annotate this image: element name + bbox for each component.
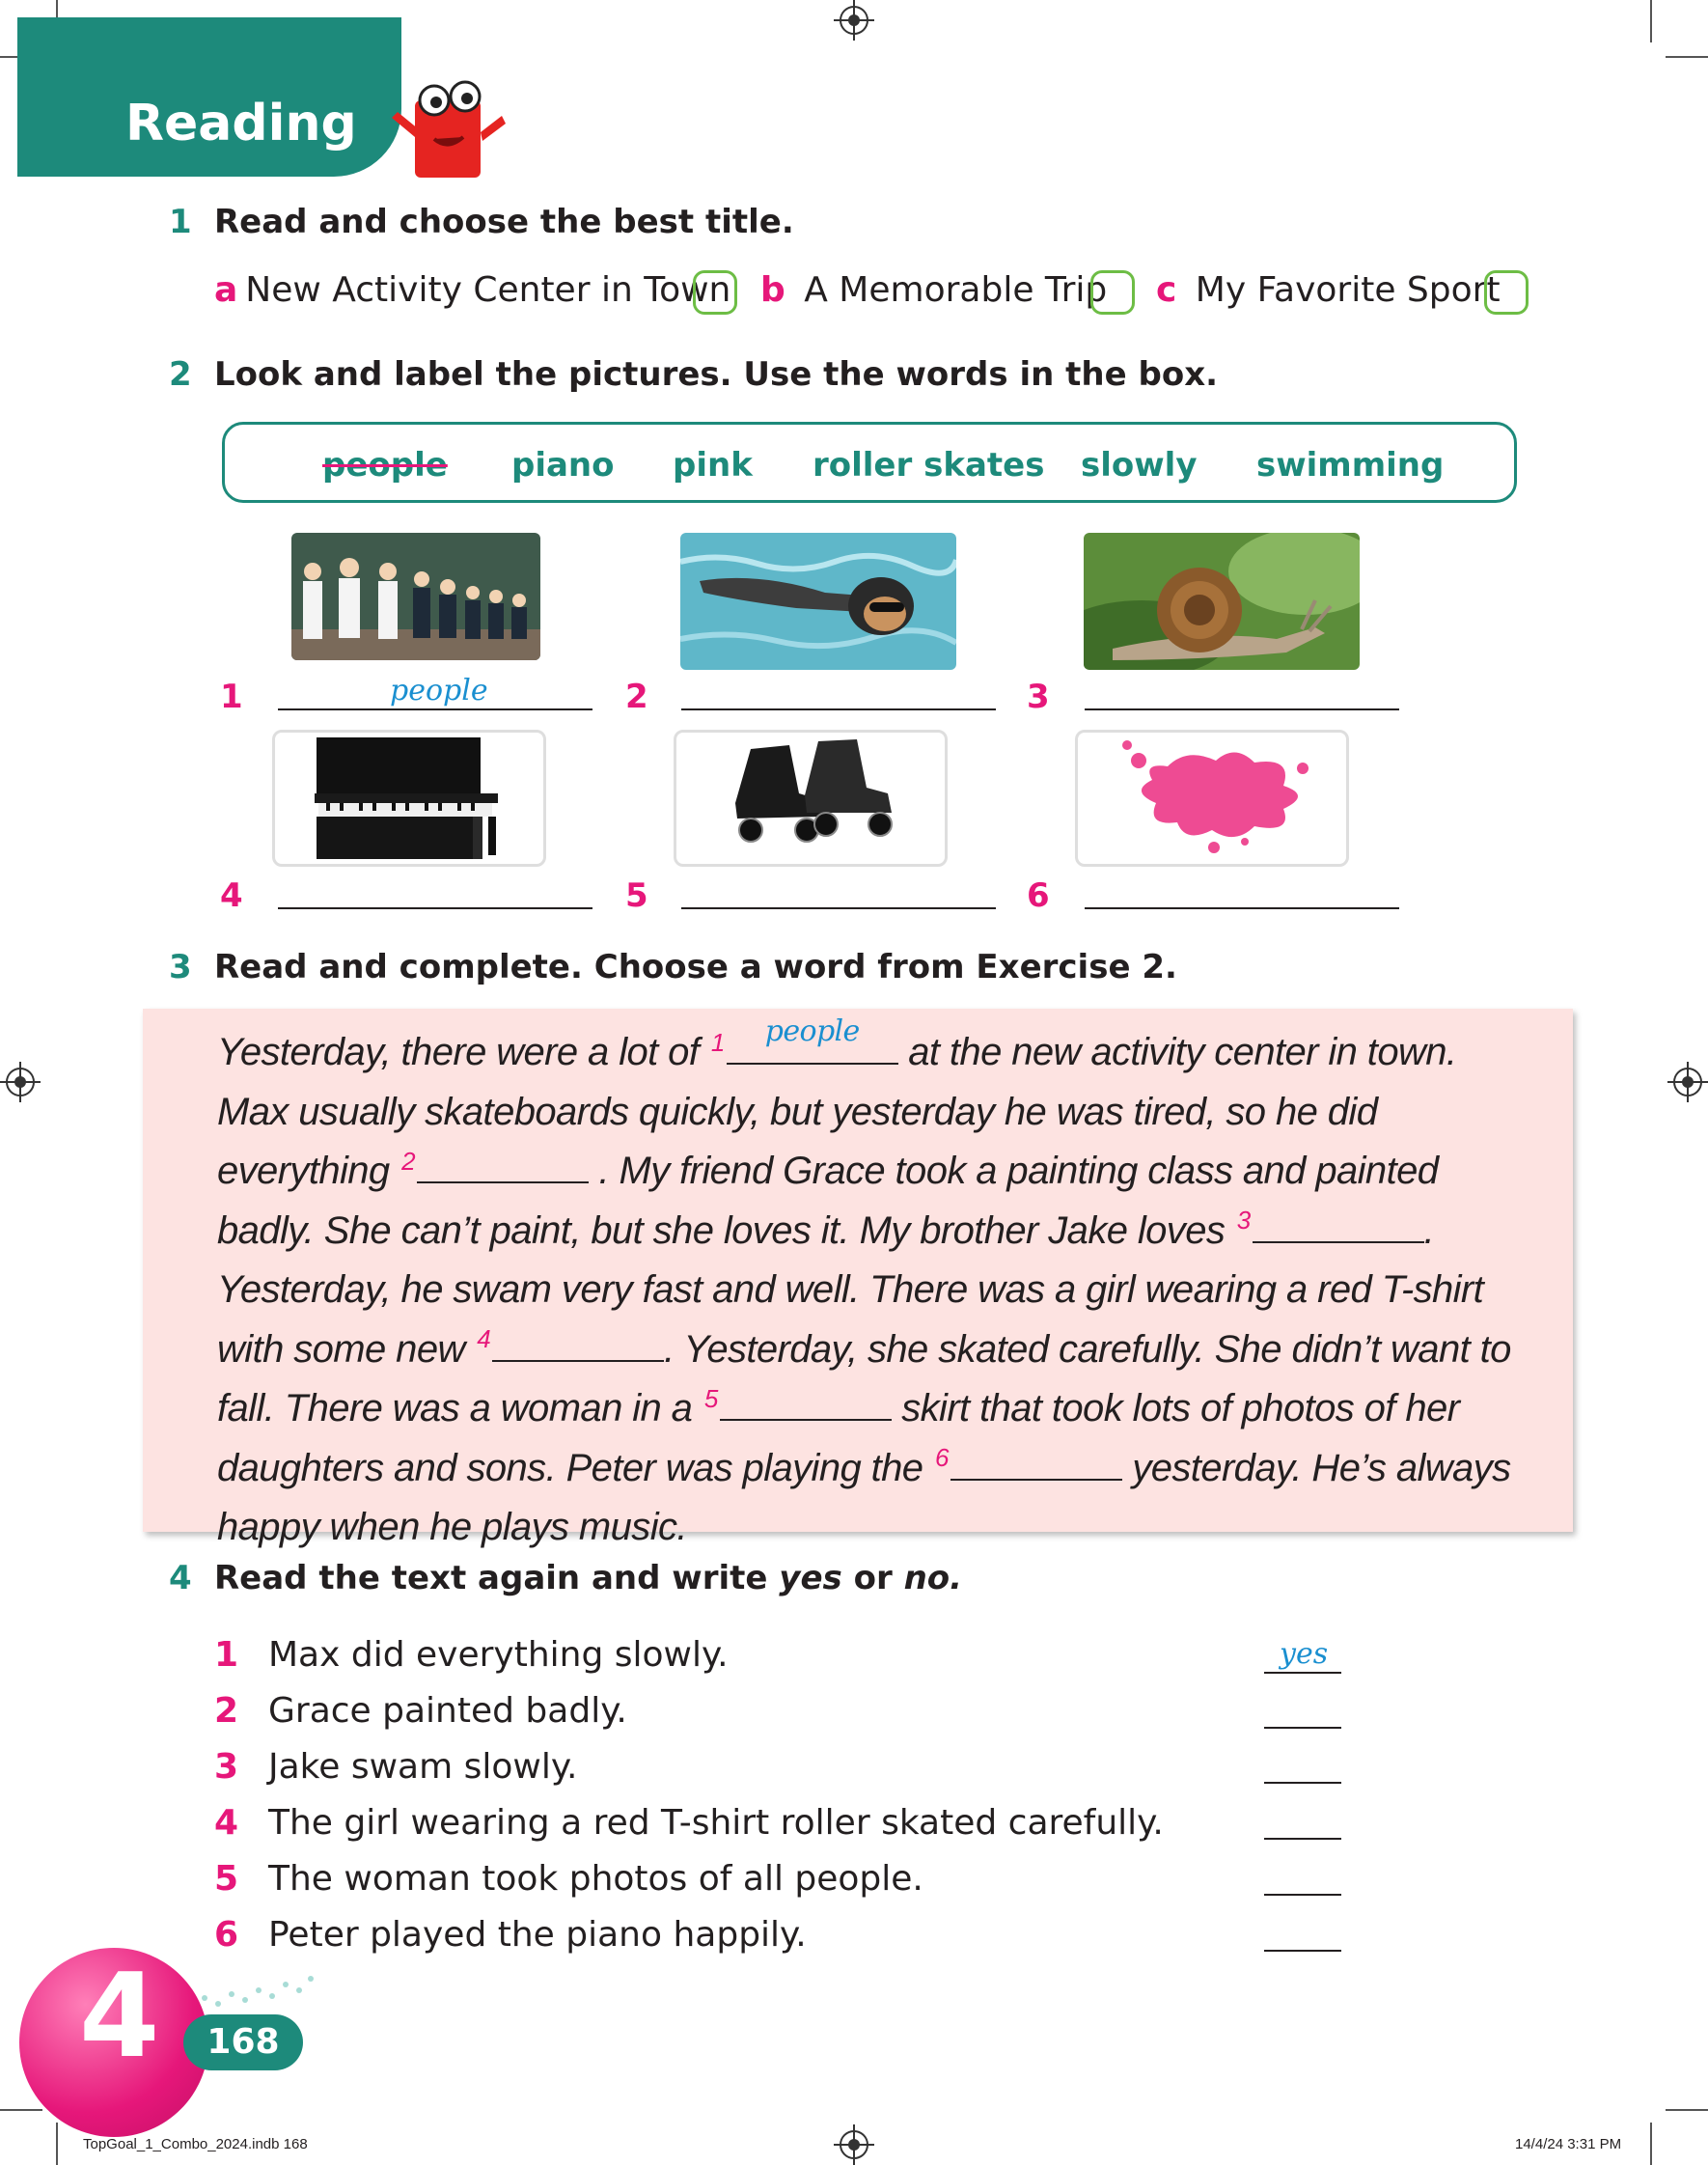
answer-line[interactable] (278, 907, 592, 909)
answer-line[interactable] (681, 708, 996, 710)
answer-line[interactable] (1264, 1727, 1341, 1729)
option-a-checkbox[interactable] (693, 270, 737, 315)
word-box-item: roller skates (813, 446, 1045, 485)
crop-mark (56, 2123, 58, 2165)
answer-line[interactable] (1264, 1782, 1341, 1784)
title-option-b: b A Memorable Trip (760, 270, 1108, 310)
registration-mark-icon (6, 1068, 35, 1096)
exercise-number: 3 (169, 948, 192, 986)
answer-line[interactable] (1085, 708, 1399, 710)
option-c-checkbox[interactable] (1484, 270, 1529, 315)
exercise-number: 1 (169, 203, 192, 241)
label-number: 6 (1027, 876, 1050, 915)
answer-line[interactable] (1085, 907, 1399, 909)
crop-mark (0, 2109, 42, 2111)
reading-paragraph: Yesterday, there were a lot of $^1$ people at the new activity center in town. Max usually skateboards quickly, but yesterday he was tired, so he did everything $^2$ . My friend Grace took a painting class and painted badly. She can’t paint, but she loves it. My brother Jake loves $^3$ . Yesterday, he swam very fast and well. There was a girl wearing a red T-shirt with some new $^4$ . Yesterday, she skated carefully. She didn’t want to fall. There was a woman in a $^5$ skirt that took lots of photos of her daughters and sons. Peter was playing the $^6$ yesterday. He’s always happy when he plays music. (217, 1013, 1511, 1548)
footer-timestamp: 14/4/24 3:31 PM (1515, 2136, 1622, 2152)
answer-line[interactable] (1264, 1838, 1341, 1840)
answer-text: people (390, 674, 488, 708)
gap-4[interactable] (492, 1331, 664, 1362)
people-photo (291, 533, 540, 660)
registration-mark-icon (840, 6, 868, 35)
registration-mark-icon (1673, 1068, 1702, 1096)
answer-line[interactable] (1264, 1894, 1341, 1896)
crop-mark (1650, 0, 1652, 42)
label-number: 2 (625, 678, 648, 716)
piano-photo (311, 734, 504, 863)
exercise-number: 2 (169, 355, 192, 394)
gap-3[interactable] (1253, 1212, 1424, 1243)
label-number: 3 (1027, 678, 1050, 716)
crop-mark (1650, 2123, 1652, 2165)
exercise-instruction: Read and choose the best title. (214, 203, 794, 241)
word-box-item: slowly (1081, 446, 1198, 485)
exercise-number: 4 (169, 1559, 192, 1597)
word-box-item: people (322, 446, 448, 485)
title-option-a: a New Activity Center in Town (214, 270, 731, 310)
word-box-item: piano (511, 446, 615, 485)
exercise-instruction: Look and label the pictures. Use the words in the box. (214, 355, 1219, 394)
gap-6[interactable] (950, 1450, 1122, 1481)
word-box-item: pink (673, 446, 753, 485)
answer-line[interactable] (278, 708, 592, 710)
section-title: Reading (125, 95, 357, 153)
exercise-instruction: Read the text again and write yes or no. (214, 1559, 963, 1597)
answer-line[interactable] (1264, 1672, 1341, 1674)
footer-file: TopGoal_1_Combo_2024.indb 168 (83, 2136, 308, 2152)
mascot-icon (386, 79, 511, 185)
label-number: 1 (220, 678, 243, 716)
word-box-item: swimming (1256, 446, 1445, 485)
swimming-photo (680, 533, 956, 670)
gap-1[interactable]: people (727, 1034, 898, 1065)
answer-line[interactable] (681, 907, 996, 909)
unit-number: 4 (79, 1950, 160, 2084)
crop-mark (1666, 56, 1708, 58)
label-number: 4 (220, 876, 243, 915)
snail-photo (1084, 533, 1360, 670)
answer-text: yes (1280, 1637, 1329, 1671)
registration-mark-icon (840, 2130, 868, 2159)
option-b-checkbox[interactable] (1090, 270, 1135, 315)
answer-line[interactable] (1264, 1950, 1341, 1952)
page-number: 168 (183, 2014, 303, 2070)
roller-skates-photo (722, 736, 905, 861)
exercise-instruction: Read and complete. Choose a word from Exercise 2. (214, 948, 1177, 986)
title-option-c: c My Favorite Sport (1156, 270, 1501, 310)
gap-2[interactable] (417, 1152, 589, 1183)
crop-mark (1666, 2109, 1708, 2111)
pink-paint-splat (1110, 737, 1322, 859)
gap-5[interactable] (720, 1390, 892, 1421)
label-number: 5 (625, 876, 648, 915)
